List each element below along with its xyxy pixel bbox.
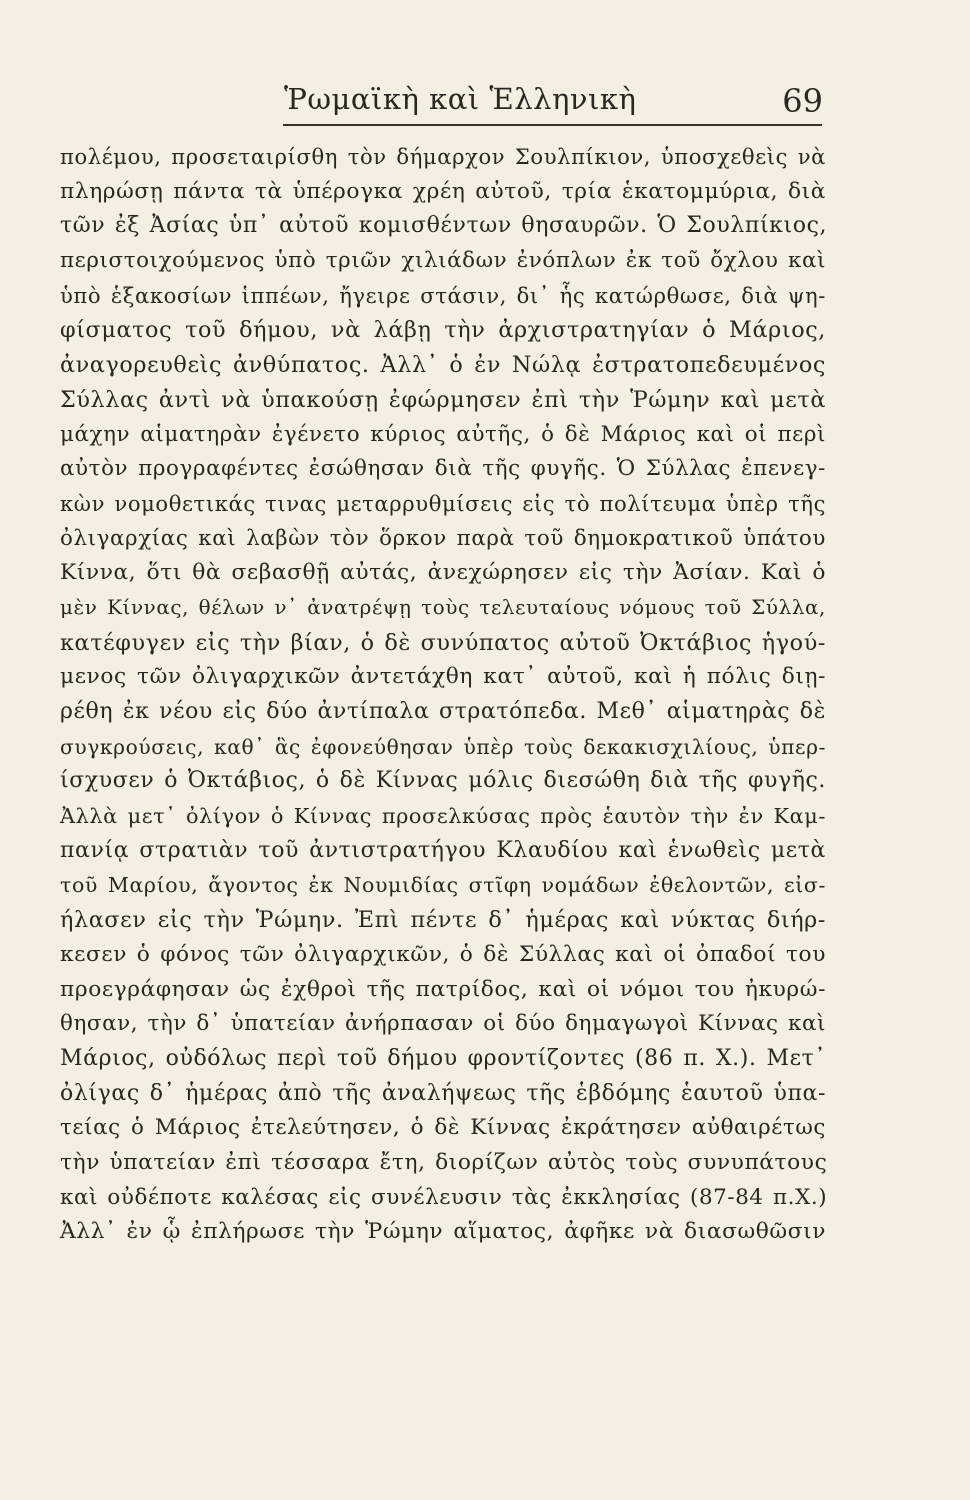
text-line: μὲν Κίννας, θέλων ν᾽ ἀνατρέψῃ τοὺς τελευταίους νόμους τοῦ Σύλλα, xyxy=(60,595,826,619)
text-line: συγκρούσεις, καθ᾽ ἃς ἐφονεύθησαν ὑπὲρ τοὺς δεκακισχιλίους, ὑπερ- xyxy=(60,734,826,759)
text-line: τὴν ὑπατείαν ἐπὶ τέσσαρα ἔτη, διορίζων αὐτὸς τοὺς συνυπάτους xyxy=(60,1149,828,1175)
text-line: ἀναγορευθεὶς ἀνθύπατος. Ἀλλ᾽ ὁ ἐν Νώλᾳ ἐστρατοπεδευμένος xyxy=(60,352,826,379)
text-line: μενος τῶν ὀλιγαρχικῶν ἀντετάχθη κατ᾽ αὐτοῦ, καὶ ἡ πόλις διῃ- xyxy=(60,664,826,690)
text-line: Ἀλλ᾽ ἐν ᾧ ἐπλήρωσε τὴν Ῥώμην αἵματος, ἀφῆκε νὰ διασωθῶσιν xyxy=(60,1219,826,1245)
page-number: 69 xyxy=(782,82,823,120)
text-line: ὑπὸ ἑξακοσίων ἱππέων, ἤγειρε στάσιν, δι᾽ ἧς κατώρθωσε, διὰ ψη- xyxy=(60,282,826,308)
body-text xyxy=(60,140,826,1250)
text-line: ήλασεν εἰς τὴν Ῥώμην. Ἐπὶ πέντε δ᾽ ἡμέρας καὶ νύκτας διήρ- xyxy=(60,907,826,934)
text-line: θησαν, τὴν δ᾽ ὑπατείαν ἀνήρπασαν οἱ δύο δημαγωγοὶ Κίννας καὶ xyxy=(60,1011,826,1037)
text-line: τείας ὁ Μάριος ἐτελεύτησεν, ὁ δὲ Κίννας ἐκράτησεν αὐθαιρέτως xyxy=(60,1115,826,1141)
text-line: καὶ οὐδέποτε καλέσας εἰς συνέλευσιν τὰς ἐκκλησίας (87-84 π.Χ.) xyxy=(60,1184,828,1210)
text-line: περιστοιχούμενος ὑπὸ τριῶν χιλιάδων ἐνόπλων ἐκ τοῦ ὄχλου καὶ xyxy=(60,248,826,274)
text-line: ὀλιγαρχίας καὶ λαβὼν τὸν ὅρκον παρὰ τοῦ δημοκρατικοῦ ὑπάτου xyxy=(60,525,826,551)
text-line: φίσματος τοῦ δήμου, νὰ λάβῃ τὴν ἀρχιστρατηγίαν ὁ Μάριος, xyxy=(60,317,826,344)
text-line: Σύλλας ἀντὶ νὰ ὑπακούσῃ ἐφώρμησεν ἐπὶ τὴν Ῥώμην καὶ μετὰ xyxy=(60,386,826,413)
text-line: τῶν ἐξ Ἀσίας ὑπ᾽ αὐτοῦ κομισθέντων θησαυρῶν. Ὁ Σουλπίκιος, xyxy=(60,213,828,239)
text-line: μάχην αἱματηρὰν ἐγένετο κύριος αὐτῆς, ὁ δὲ Μάριος καὶ οἱ περὶ xyxy=(60,421,826,447)
text-line: Κίννα, ὅτι θὰ σεβασθῇ αὐτάς, ἀνεχώρησεν εἰς τὴν Ἀσίαν. Καὶ ὁ xyxy=(60,560,826,586)
text-line: ίσχυσεν ὁ Ὀκτάβιος, ὁ δὲ Κίννας μόλις διεσώθη διὰ τῆς φυγῆς. xyxy=(60,768,826,794)
text-line: πολέμου, προσεταιρίσθη τὸν δήμαρχον Σουλπίκιον, ὑποσχεθεὶς νὰ xyxy=(60,144,826,169)
text-line: Ἀλλὰ μετ᾽ ὀλίγον ὁ Κίννας προσελκύσας πρὸς ἑαυτὸν τὴν ἐν Καμ- xyxy=(60,804,826,829)
text-line: Μάριος, οὐδόλως περὶ τοῦ δήμου φροντίζοντες (86 π. Χ.). Μετ᾽ xyxy=(60,1045,826,1071)
text-line: τοῦ Μαρίου, ἄγοντος ἐκ Νουμιδίας στῖφη νομάδων ἐθελοντῶν, εἰσ- xyxy=(60,873,826,898)
header-rule xyxy=(283,124,822,126)
text-line: πληρώσῃ πάντα τὰ ὑπέρογκα χρέη αὐτοῦ, τρία ἑκατομμύρια, διὰ xyxy=(60,178,826,204)
page-header xyxy=(60,82,823,122)
text-line: πανίᾳ στρατιὰν τοῦ ἀντιστρατήγου Κλαυδίου καὶ ἑνωθεὶς μετὰ xyxy=(60,837,826,863)
running-title: Ῥωμαϊκὴ καὶ Ἑλληνικὴ xyxy=(284,82,637,116)
text-line: κὼν νομοθετικάς τινας μεταρρυθμίσεις εἰς τὸ πολίτευμα ὑπὲρ τῆς xyxy=(60,490,826,516)
text-line: ὀλίγας δ᾽ ἡμέρας ἀπὸ τῆς ἀναλήψεως τῆς ἑβδόμης ἑαυτοῦ ὑπα- xyxy=(60,1080,826,1106)
text-line: ρέθη ἐκ νέου εἰς δύο ἀντίπαλα στρατόπεδα. Μεθ᾽ αἱματηρὰς δὲ xyxy=(60,699,827,724)
text-line: αὐτὸν προγραφέντες ἐσώθησαν διὰ τῆς φυγῆς. Ὁ Σύλλας ἐπενεγ- xyxy=(60,456,826,482)
text-line: κατέφυγεν εἰς τὴν βίαν, ὁ δὲ συνύπατος αὐτοῦ Ὀκτάβιος ἡγού- xyxy=(60,629,826,656)
text-line: προεγράφησαν ὡς ἐχθροὶ τῆς πατρίδος, καὶ οἱ νόμοι του ἠκυρώ- xyxy=(60,976,826,1002)
text-line: κεσεν ὁ φόνος τῶν ὀλιγαρχικῶν, ὁ δὲ Σύλλας καὶ οἱ ὀπαδοί του xyxy=(60,941,826,967)
